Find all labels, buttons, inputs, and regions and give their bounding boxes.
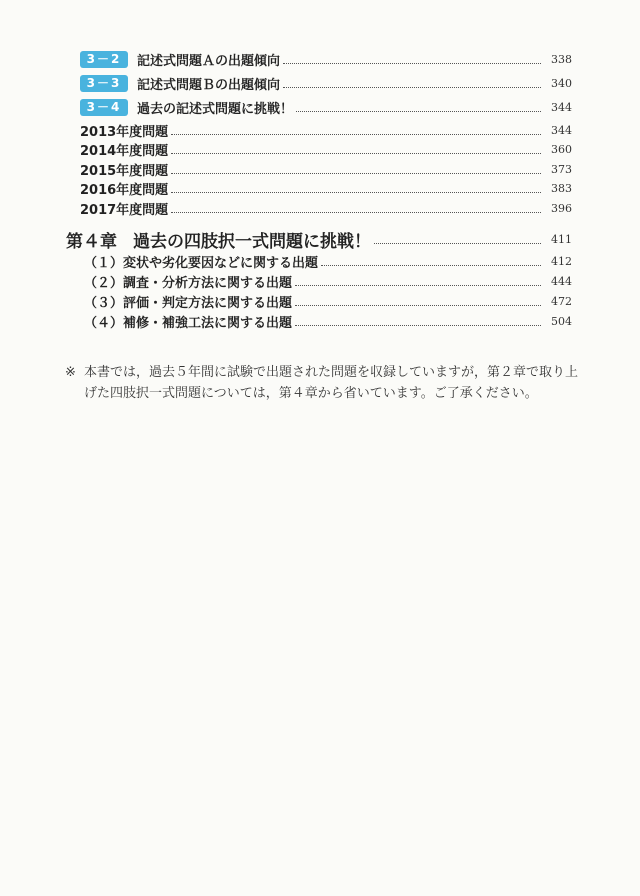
toc-entry[interactable] [80, 160, 572, 179]
entry-title: 2013年度問題 [80, 125, 169, 140]
entry-title: 2016年度問題 [80, 183, 169, 198]
entry-title: 過去の記述式問題に挑戦！ [137, 102, 294, 117]
section-badge: 3－3 [80, 75, 128, 92]
page-number: 338 [551, 53, 572, 66]
entry-title: （３）評価・判定方法に関する出題 [84, 296, 293, 311]
dot-leader [171, 172, 541, 174]
dot-leader [171, 152, 541, 154]
dot-leader [171, 191, 541, 193]
dot-leader [171, 211, 541, 213]
page-number: 383 [551, 182, 572, 195]
dot-leader [321, 264, 541, 266]
toc-entry[interactable] [84, 272, 572, 291]
toc-entry[interactable] [80, 98, 572, 117]
entry-title: 記述式問題Ａの出題傾向 [137, 54, 281, 69]
section-badge: 3－2 [80, 51, 128, 68]
page-number: 360 [551, 143, 572, 156]
page-number: 444 [551, 275, 572, 288]
entry-title: （４）補修・補強工法に関する出題 [84, 316, 293, 331]
toc-entry[interactable] [84, 292, 572, 311]
footnote [66, 362, 586, 404]
toc-entry[interactable] [80, 179, 572, 198]
entry-title: 2015年度問題 [80, 164, 169, 179]
page-number: 340 [551, 77, 572, 90]
dot-leader [374, 242, 541, 244]
dot-leader [295, 304, 541, 306]
page-number: 504 [551, 315, 572, 328]
dot-leader [295, 324, 541, 326]
toc-entry[interactable] [80, 140, 572, 159]
entry-title: （２）調査・分析方法に関する出題 [84, 276, 293, 291]
toc-entry[interactable] [80, 199, 572, 218]
page-number: 344 [551, 101, 572, 114]
dot-leader [296, 110, 541, 112]
chapter-label: 第４章 [66, 232, 117, 252]
page-number: 396 [551, 202, 572, 215]
note-mark: ※ [65, 365, 76, 380]
dot-leader [283, 86, 541, 88]
entry-title: 記述式問題Ｂの出題傾向 [137, 78, 281, 93]
page-number: 411 [551, 233, 572, 246]
dot-leader [295, 284, 541, 286]
toc-entry[interactable] [84, 312, 572, 331]
page-number: 472 [551, 295, 572, 308]
toc-entry[interactable] [80, 121, 572, 140]
page-number: 412 [551, 255, 572, 268]
page-number: 373 [551, 163, 572, 176]
entry-title: 2014年度問題 [80, 144, 169, 159]
dot-leader [283, 62, 541, 64]
section-badge: 3－4 [80, 99, 128, 116]
entry-title: （１）変状や劣化要因などに関する出題 [84, 256, 319, 271]
dot-leader [171, 133, 541, 135]
toc-entry[interactable] [80, 50, 572, 69]
page-number: 344 [551, 124, 572, 137]
toc-entry[interactable] [80, 74, 572, 93]
note-text: 本書では，過去５年間に試験で出題された問題を収録していますが，第２章で取り上げた四肢択一式問題については，第４章から省いています。ご了承ください。 [84, 365, 579, 401]
chapter-title: 過去の四肢択一式問題に挑戦！ [133, 232, 371, 252]
entry-title: 2017年度問題 [80, 203, 169, 218]
toc-entry[interactable] [84, 252, 572, 271]
chapter-entry[interactable] [66, 227, 572, 252]
